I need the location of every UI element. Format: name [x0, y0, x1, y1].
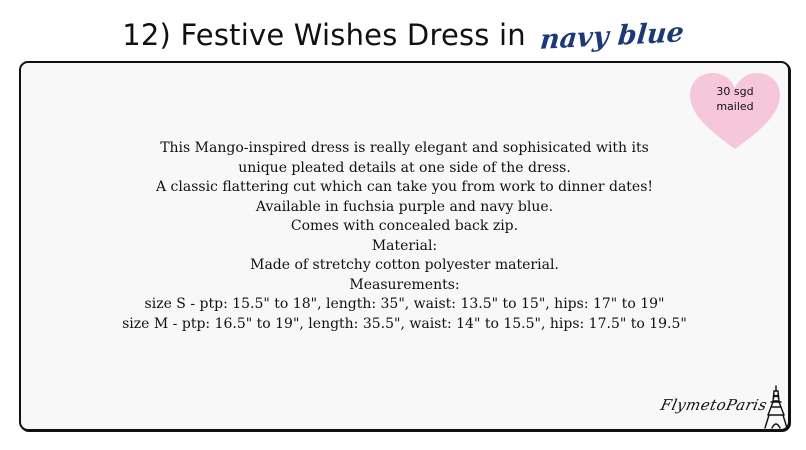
size-m-measurements: size M - ptp: 16.5" to 19", length: 35.5", waist: 14" to 15.5", hips: 17.5" to 19.5" [122, 315, 687, 332]
measurements-heading: Measurements: [349, 276, 460, 293]
product-description [21, 139, 788, 334]
price-badge [687, 84, 783, 114]
eiffel-tower-icon [763, 385, 789, 429]
material-detail: Made of stretchy cotton polyester material. [250, 257, 559, 273]
page-title [0, 17, 806, 56]
dress-title: 12) Festive Wishes Dress in [122, 18, 526, 52]
description-line: A classic flattering cut which can take you from work to dinner dates! [155, 179, 654, 195]
product-card [19, 61, 790, 431]
shipping-note: mailed [716, 100, 754, 113]
description-line: unique pleated details at one side of the dress. [238, 159, 571, 176]
description-line: Available in fuchsia purple and navy blue. [255, 198, 554, 215]
shop-signature: FlymetoParis [659, 396, 769, 414]
color-label: navy blue [538, 17, 685, 56]
description-line: This Mango-inspired dress is really elegant and sophisicated with its [160, 140, 649, 156]
material-heading: Material: [371, 237, 438, 254]
price-amount: 30 sgd [716, 85, 754, 98]
description-line: Comes with concealed back zip. [290, 218, 519, 234]
size-s-measurements: size S - ptp: 15.5" to 18", length: 35", waist: 13.5" to 15", hips: 17" to 19" [144, 296, 665, 312]
